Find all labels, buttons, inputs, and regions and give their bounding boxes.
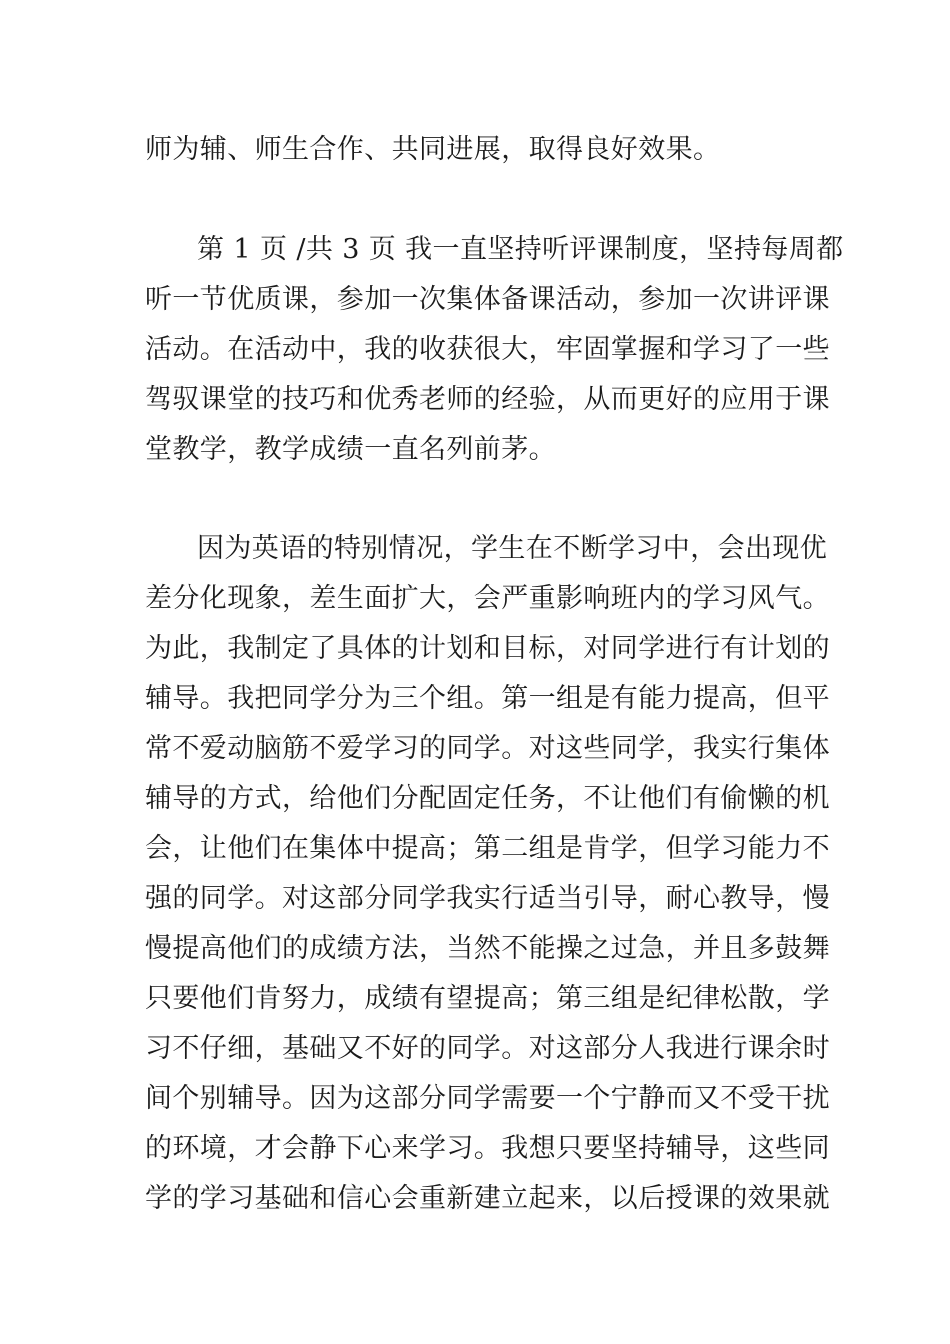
paragraph-3-line-4: 辅导。我把同学分为三个组。第一组是有能力提高，但平 bbox=[145, 683, 830, 714]
paragraph-2-line-4: 驾驭课堂的技巧和优秀老师的经验，从而更好的应用于课 bbox=[145, 384, 830, 415]
paragraph-3-line-9: 慢提高他们的成绩方法，当然不能操之过急，并且多鼓舞 bbox=[145, 933, 830, 964]
paragraph-2-line-1: 第 1 页 /共 3 页 我一直坚持听评课制度，坚持每周都 bbox=[197, 234, 844, 265]
paragraph-3-line-7: 会，让他们在集体中提高；第二组是肯学，但学习能力不 bbox=[145, 833, 830, 864]
paragraph-3-line-14: 学的学习基础和信心会重新建立起来，以后授课的效果就 bbox=[145, 1183, 830, 1214]
paragraph-3-line-2: 差分化现象，差生面扩大，会严重影响班内的学习风气。 bbox=[145, 583, 830, 614]
paragraph-2-line-5: 堂教学，教学成绩一直名列前茅。 bbox=[145, 434, 556, 465]
paragraph-3-line-11: 习不仔细，基础又不好的同学。对这部分人我进行课余时 bbox=[145, 1033, 830, 1064]
paragraph-3-line-5: 常不爱动脑筋不爱学习的同学。对这些同学，我实行集体 bbox=[145, 733, 830, 764]
paragraph-3-line-6: 辅导的方式，给他们分配固定任务，不让他们有偷懒的机 bbox=[145, 783, 830, 814]
paragraph-3-line-3: 为此，我制定了具体的计划和目标，对同学进行有计划的 bbox=[145, 633, 830, 664]
paragraph-3-line-8: 强的同学。对这部分同学我实行适当引导，耐心教导，慢 bbox=[145, 883, 830, 914]
paragraph-3-line-1: 因为英语的特别情况，学生在不断学习中，会出现优 bbox=[197, 533, 828, 564]
paragraph-1-line-1: 师为辅、师生合作、共同进展，取得良好效果。 bbox=[145, 134, 721, 165]
paragraph-3-line-10: 只要他们肯努力，成绩有望提高；第三组是纪律松散，学 bbox=[145, 983, 830, 1014]
paragraph-2-line-2: 听一节优质课，参加一次集体备课活动，参加一次讲评课 bbox=[145, 284, 830, 315]
paragraph-2-line-3: 活动。在活动中，我的收获很大，牢固掌握和学习了一些 bbox=[145, 334, 830, 365]
paragraph-3-line-12: 间个别辅导。因为这部分同学需要一个宁静而又不受干扰 bbox=[145, 1083, 830, 1114]
paragraph-3-line-13: 的环境，才会静下心来学习。我想只要坚持辅导，这些同 bbox=[145, 1133, 830, 1164]
